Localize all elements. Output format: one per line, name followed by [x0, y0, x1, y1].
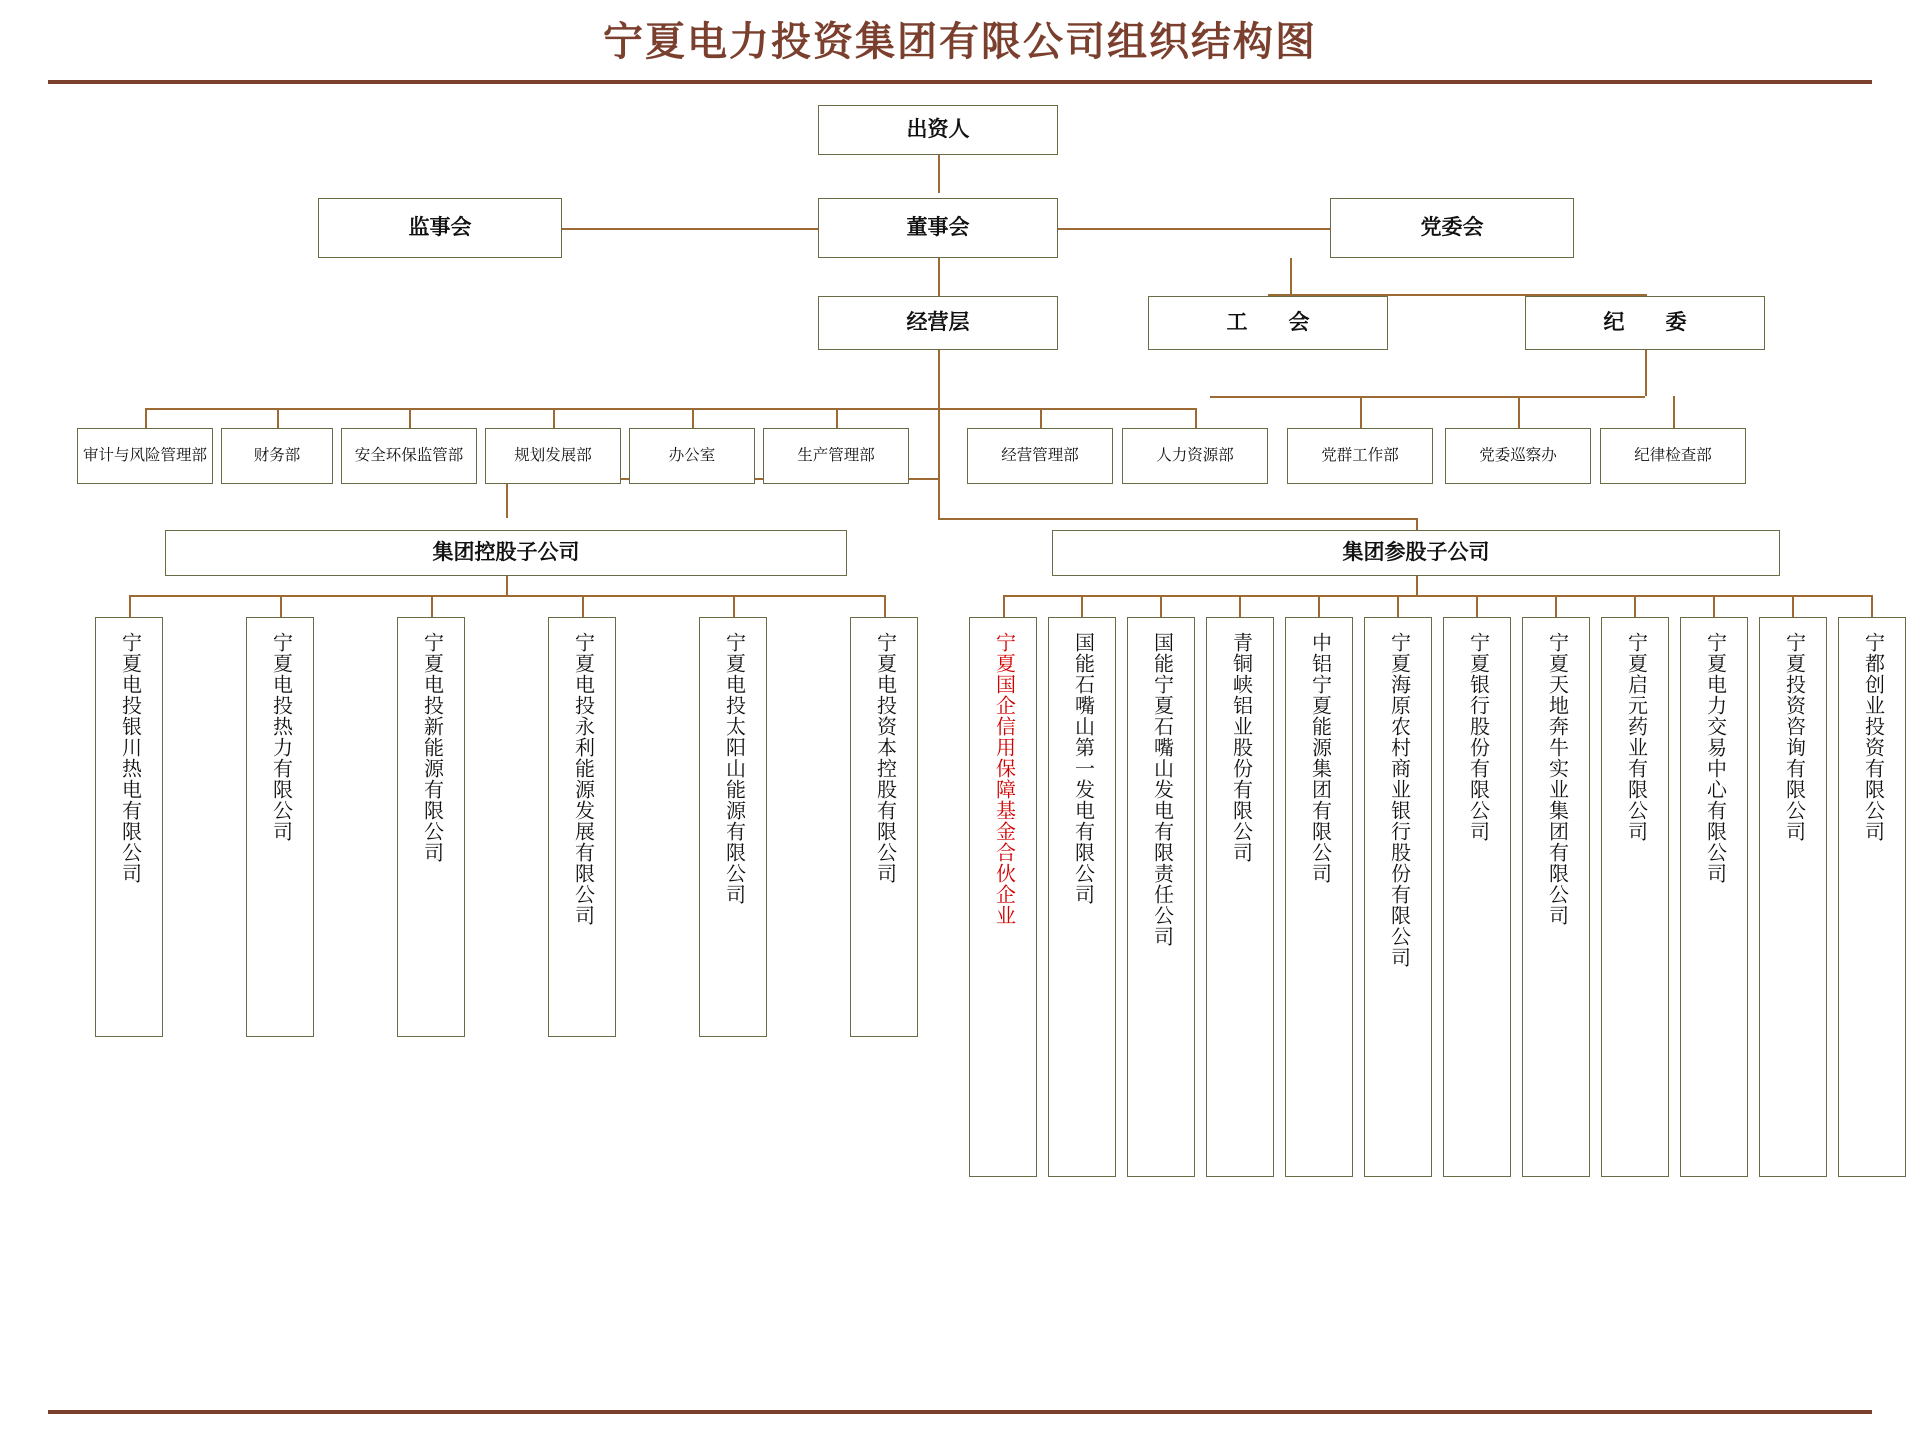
connector [129, 595, 886, 597]
connector [733, 595, 735, 617]
subsidiary-label: 宁夏电投新能源有限公司 [420, 632, 443, 863]
subsidiary-card[interactable] [1680, 617, 1748, 1177]
connector [582, 595, 584, 617]
connector [1003, 595, 1005, 617]
subsidiary-label: 国能宁夏石嘴山发电有限责任公司 [1150, 632, 1173, 947]
node-management[interactable]: 经营层 [818, 296, 1058, 350]
connector [1318, 595, 1320, 617]
connector [1871, 595, 1873, 617]
subsidiary-label: 宁夏启元药业有限公司 [1624, 632, 1647, 842]
subsidiary-label: 青铜峡铝业股份有限公司 [1229, 632, 1252, 863]
dept-safety-environment[interactable]: 安全环保监管部 [341, 428, 477, 484]
dept-production-management[interactable]: 生产管理部 [763, 428, 909, 484]
connector [1673, 396, 1675, 428]
dept-planning-development[interactable]: 规划发展部 [485, 428, 621, 484]
subsidiary-card[interactable] [1522, 617, 1590, 1177]
connector [938, 155, 940, 193]
node-discipline-committee[interactable]: 纪 委 [1525, 296, 1765, 350]
subsidiary-label: 宁夏国企信用保障基金合伙企业 [992, 632, 1015, 926]
subsidiary-label: 宁夏电投永利能源发展有限公司 [571, 632, 594, 926]
subsidiary-label: 宁夏海原农村商业银行股份有限公司 [1387, 632, 1410, 968]
subsidiary-card[interactable] [1364, 617, 1432, 1177]
subsidiary-label: 宁夏投资咨询有限公司 [1782, 632, 1805, 842]
connector [1160, 595, 1162, 617]
connector [1360, 396, 1362, 428]
connector [1195, 408, 1197, 428]
group-participating-subsidiaries[interactable]: 集团参股子公司 [1052, 530, 1780, 576]
connector [1210, 396, 1645, 398]
subsidiary-card[interactable] [246, 617, 314, 1037]
connector [1416, 518, 1418, 530]
subsidiary-label: 宁夏天地奔牛实业集团有限公司 [1545, 632, 1568, 926]
dept-discipline-inspection[interactable]: 纪律检查部 [1600, 428, 1746, 484]
node-supervisory-board[interactable]: 监事会 [318, 198, 562, 258]
connector [1239, 595, 1241, 617]
group-holding-subsidiaries[interactable]: 集团控股子公司 [165, 530, 847, 576]
subsidiary-label: 宁夏电力交易中心有限公司 [1703, 632, 1726, 884]
connector [1040, 408, 1042, 428]
subsidiary-card[interactable] [548, 617, 616, 1037]
connector [1081, 595, 1083, 617]
subsidiary-card[interactable] [1443, 617, 1511, 1177]
connector [938, 258, 940, 296]
subsidiary-card[interactable] [1048, 617, 1116, 1177]
subsidiary-label: 宁夏银行股份有限公司 [1466, 632, 1489, 842]
connector [1634, 595, 1636, 617]
subsidiary-label: 宁夏电投银川热电有限公司 [118, 632, 141, 884]
dept-finance[interactable]: 财务部 [221, 428, 333, 484]
connector [692, 408, 694, 428]
connector [884, 595, 886, 617]
subsidiary-card[interactable] [95, 617, 163, 1037]
subsidiary-label: 宁夏电投热力有限公司 [269, 632, 292, 842]
dept-audit-risk[interactable]: 审计与风险管理部 [77, 428, 213, 484]
subsidiary-label: 宁都创业投资有限公司 [1861, 632, 1884, 842]
connector [553, 408, 555, 428]
node-party-committee[interactable]: 党委会 [1330, 198, 1574, 258]
subsidiary-card[interactable] [1206, 617, 1274, 1177]
connector [1476, 595, 1478, 617]
subsidiary-card[interactable] [1838, 617, 1906, 1177]
dept-party-inspection[interactable]: 党委巡察办 [1445, 428, 1591, 484]
connector [836, 408, 838, 428]
subsidiary-card[interactable] [969, 617, 1037, 1177]
connector [1518, 396, 1520, 428]
connector [1792, 595, 1794, 617]
connector [129, 595, 131, 617]
connector [938, 350, 940, 410]
subsidiary-card[interactable] [1601, 617, 1669, 1177]
connector [1645, 350, 1647, 396]
connector [431, 595, 433, 617]
connector [145, 408, 1195, 410]
top-divider [48, 80, 1872, 84]
node-union[interactable]: 工 会 [1148, 296, 1388, 350]
subsidiary-label: 宁夏电投资本控股有限公司 [873, 632, 896, 884]
node-investor[interactable]: 出资人 [818, 105, 1058, 155]
connector [1713, 595, 1715, 617]
subsidiary-label: 宁夏电投太阳山能源有限公司 [722, 632, 745, 905]
subsidiary-card[interactable] [397, 617, 465, 1037]
connector [1290, 258, 1292, 294]
dept-party-mass-work[interactable]: 党群工作部 [1287, 428, 1433, 484]
subsidiary-card[interactable] [1127, 617, 1195, 1177]
bottom-divider [48, 1410, 1872, 1414]
connector [1555, 595, 1557, 617]
dept-human-resources[interactable]: 人力资源部 [1122, 428, 1268, 484]
connector [506, 478, 508, 518]
connector [277, 408, 279, 428]
subsidiary-card[interactable] [699, 617, 767, 1037]
dept-office[interactable]: 办公室 [629, 428, 755, 484]
dept-business-management[interactable]: 经营管理部 [967, 428, 1113, 484]
page-title: 宁夏电力投资集团有限公司组织结构图 [603, 20, 1317, 64]
node-board[interactable]: 董事会 [818, 198, 1058, 258]
connector [409, 408, 411, 428]
subsidiary-card[interactable] [1285, 617, 1353, 1177]
subsidiary-card[interactable] [1759, 617, 1827, 1177]
connector [1397, 595, 1399, 617]
subsidiary-label: 国能石嘴山第一发电有限公司 [1071, 632, 1094, 905]
connector [938, 408, 940, 518]
connector [145, 408, 147, 428]
connector [280, 595, 282, 617]
subsidiary-label: 中铝宁夏能源集团有限公司 [1308, 632, 1331, 884]
subsidiary-card[interactable] [850, 617, 918, 1037]
connector [1003, 595, 1873, 597]
connector [938, 518, 1416, 520]
